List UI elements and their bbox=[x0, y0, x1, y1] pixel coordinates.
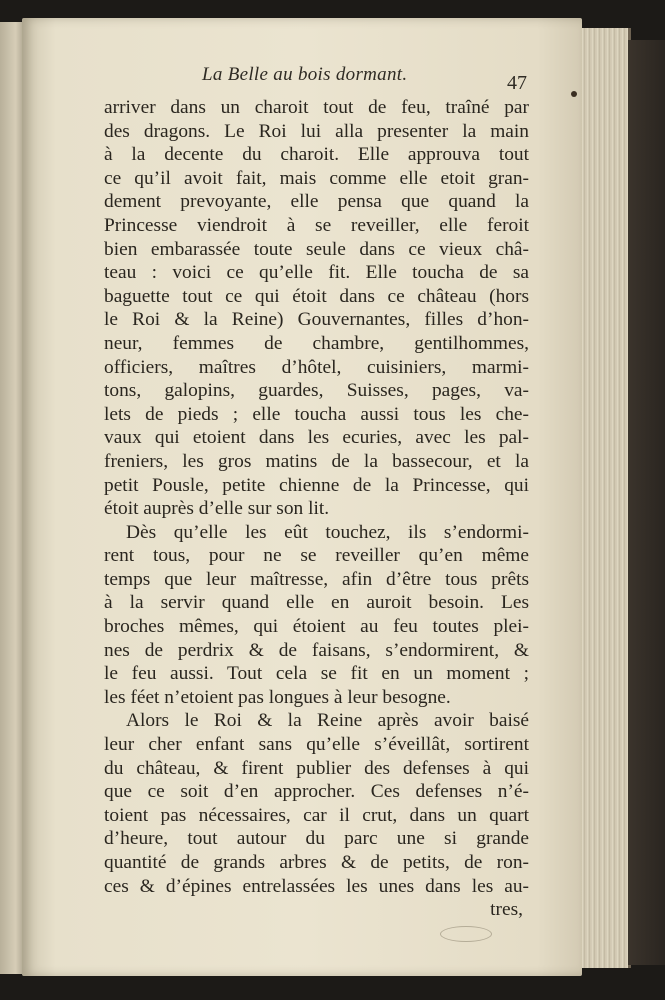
text-line: bien embarassée toute seule dans ce vieux châ- bbox=[104, 238, 529, 260]
text-line: baguette tout ce qui étoit dans ce château (hors bbox=[104, 285, 529, 307]
paragraph bbox=[104, 709, 529, 898]
text-line: à la decente du charoit. Elle approuva tout bbox=[104, 144, 529, 166]
text-line: tons, galopins, guardes, Suisses, pages, va- bbox=[104, 380, 529, 402]
text-line: lets de pieds ; elle toucha aussi tous les che- bbox=[104, 403, 529, 425]
text-line: les féet n’etoient pas longues à leur besogne. bbox=[104, 686, 451, 708]
book-page bbox=[22, 18, 582, 976]
page-number: 47 bbox=[507, 72, 527, 94]
text-line: officiers, maîtres d’hôtel, cuisiniers, marmi- bbox=[104, 356, 529, 378]
text-line: ce qu’il avoit fait, mais comme elle etoit gran- bbox=[104, 167, 529, 189]
text-line: rent tous, pour ne se reveiller qu’en même bbox=[104, 545, 529, 567]
ink-spot bbox=[571, 91, 577, 97]
text-line: vaux qui etoient dans les ecuries, avec les pal- bbox=[104, 427, 529, 449]
text-line: leur cher enfant sans qu’elle s’éveillât, sortirent bbox=[104, 734, 529, 756]
text-line: à la servir quand elle en auroit besoin. Les bbox=[104, 592, 529, 614]
text-line: du château, & firent publier des defenses à qui bbox=[104, 757, 529, 779]
book-cover-edge bbox=[628, 40, 665, 965]
text-line: le Roi & la Reine) Gouvernantes, filles d’hon- bbox=[104, 309, 529, 331]
text-line: des dragons. Le Roi lui alla presenter la main bbox=[104, 120, 529, 142]
text-line: arriver dans un charoit tout de feu, traîné par bbox=[104, 97, 529, 118]
text-line: que ce soit d’en approcher. Ces defenses n’é- bbox=[104, 781, 529, 803]
text-line: quantité de grands arbres & de petits, de ron- bbox=[104, 852, 529, 873]
text-line: neur, femmes de chambre, gentilhommes, bbox=[104, 332, 529, 354]
text-line: étoit auprès d’elle sur son lit. bbox=[104, 498, 330, 520]
text-line: petit Pousle, petite chienne de la Princesse, qui bbox=[104, 474, 529, 496]
text-line: Dès qu’elle les eût touchez, ils s’endormi- bbox=[126, 521, 529, 543]
page-stack-edges bbox=[576, 28, 631, 968]
text-line: nes de perdrix & de faisans, s’endormirent, & bbox=[104, 639, 529, 661]
text-line: dement prevoyante, elle pensa que quand la bbox=[104, 191, 529, 213]
text-line: ces & d’épines entrelassées les unes dans les au- bbox=[104, 875, 529, 897]
text-line: freniers, les gros matins de la bassecour, et la bbox=[104, 450, 529, 472]
text-line: le feu aussi. Tout cela se fit en un moment ; bbox=[104, 663, 529, 685]
running-head: La Belle au bois dormant. bbox=[202, 64, 408, 85]
text-line: Alors le Roi & la Reine après avoir baisé bbox=[126, 710, 529, 732]
text-line: temps que leur maîtresse, afin d’être tous prêts bbox=[104, 568, 529, 590]
text-line: broches mêmes, qui étoient au feu toutes plei- bbox=[104, 616, 529, 638]
text-line: teau : voici ce qu’elle fit. Elle toucha de sa bbox=[104, 262, 529, 284]
text-line: Princesse viendroit à se reveiller, elle feroit bbox=[104, 214, 529, 236]
paragraph bbox=[104, 96, 529, 521]
paper-blemish bbox=[440, 926, 492, 942]
text-line: toient pas nécessaires, car il crut, dans un quart bbox=[104, 804, 529, 826]
body-text bbox=[104, 96, 529, 922]
catchword: tres, bbox=[490, 899, 523, 921]
text-line: d’heure, tout autour du parc une si grande bbox=[104, 828, 529, 850]
paragraph bbox=[104, 521, 529, 710]
